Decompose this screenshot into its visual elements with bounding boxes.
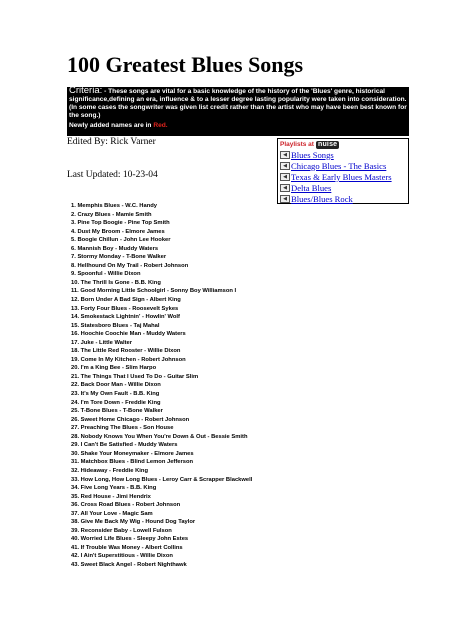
playlist-item[interactable] — [280, 182, 406, 193]
playlist-link[interactable]: Chicago Blues - The Basics — [291, 160, 387, 171]
new-names-note — [69, 122, 407, 130]
song-list-item: 6. Mannish Boy - Muddy Waters — [71, 245, 159, 252]
nuise-logo[interactable]: nuise — [317, 140, 338, 148]
edited-by: Edited By: Rick Varner — [67, 137, 156, 147]
playlist-item[interactable] — [280, 149, 406, 160]
song-list-item: 12. Born Under A Bad Sign - Albert King — [71, 297, 181, 304]
song-list-item: 38. Give Me Back My Wig - Hound Dog Taylor — [71, 519, 196, 526]
criteria-box — [67, 87, 409, 136]
playlist-list — [280, 149, 406, 204]
song-list-item: 24. I'm Tore Down - Freddie King — [71, 399, 161, 406]
playlists-box — [277, 138, 409, 204]
playlist-link[interactable]: Delta Blues — [291, 182, 332, 193]
song-list-item: 28. Nobody Knows You When You're Down & Out - Bessie Smith — [71, 433, 248, 440]
song-list-item: 34. Five Long Years - B.B. King — [71, 485, 157, 492]
song-list-item: 37. All Your Love - Magic Sam — [71, 510, 153, 517]
song-list-item: 4. Dust My Broom - Elmore James — [71, 228, 165, 235]
song-list-item: 10. The Thrill Is Gone - B.B. King — [71, 279, 161, 286]
song-list-item: 42. I Ain't Superstitious - Willie Dixon — [71, 553, 173, 560]
last-updated: Last Updated: 10-23-04 — [67, 170, 158, 180]
speaker-icon[interactable]: ◀ — [280, 195, 290, 203]
song-list-item: 13. Forty Four Blues - Roosevelt Sykes — [71, 305, 179, 312]
song-list-item: 8. Hellhound On My Trail - Robert Johnson — [71, 262, 189, 269]
song-list-item: 33. How Long, How Long Blues - Leroy Carr & Scrapper Blackwell — [71, 476, 253, 483]
playlist-item[interactable] — [280, 171, 406, 182]
song-list-item: 11. Good Morning Little Schoolgirl - Sonny Boy Williamson I — [71, 288, 237, 295]
song-list-item: 30. Shake Your Moneymaker - Elmore James — [71, 450, 194, 457]
song-list-item: 39. Reconsider Baby - Lowell Fulson — [71, 527, 172, 534]
speaker-icon[interactable]: ◀ — [280, 151, 290, 159]
song-list-item: 19. Come In My Kitchen - Robert Johnson — [71, 356, 186, 363]
criteria-label: Criteria: — [69, 87, 103, 96]
song-list-item: 43. Sweet Black Angel - Robert Nighthawk — [71, 561, 187, 568]
song-list-item: 27. Preaching The Blues - Son House — [71, 425, 174, 432]
playlist-item[interactable] — [280, 160, 406, 171]
new-names-prefix: Newly added names are in — [69, 122, 152, 129]
song-list-item: 21. The Things That I Used To Do - Guitar Slim — [71, 373, 199, 380]
song-list — [71, 202, 252, 570]
song-list-item: 9. Spoonful - Willie Dixon — [71, 271, 141, 278]
song-list-item: 26. Sweet Home Chicago - Robert Johnson — [71, 416, 190, 423]
song-list-item: 17. Juke - Little Walter — [71, 339, 132, 346]
song-list-item: 3. Pine Top Boogie - Pine Top Smith — [71, 220, 170, 227]
song-list-item: 14. Smokestack Lightnin' - Howlin' Wolf — [71, 314, 180, 321]
song-list-item: 1. Memphis Blues - W.C. Handy — [71, 203, 158, 209]
song-list-item: 25. T-Bone Blues - T-Bone Walker — [71, 408, 163, 415]
song-list-item: 18. The Little Red Rooster - Willie Dixon — [71, 348, 181, 355]
song-list-item: 29. I Can't Be Satisfied - Muddy Waters — [71, 442, 178, 449]
song-list-item: 16. Hoochie Coochie Man - Muddy Waters — [71, 331, 186, 338]
song-list-item: 7. Stormy Monday - T-Bone Walker — [71, 254, 167, 261]
speaker-icon[interactable]: ◀ — [280, 184, 290, 192]
page-title: 100 Greatest Blues Songs — [67, 52, 304, 77]
song-list-item: 40. Worried Life Blues - Sleepy John Estes — [71, 536, 189, 543]
playlist-link[interactable]: Blues Songs — [291, 149, 334, 160]
new-names-red: Red. — [153, 122, 168, 129]
song-list-item: 2. Crazy Blues - Mamie Smith — [71, 211, 152, 218]
song-list-item: 32. Hideaway - Freddie King — [71, 467, 148, 474]
playlist-link[interactable]: Blues/Blues Rock — [291, 193, 353, 204]
playlists-header-text: Playlists at — [280, 141, 314, 148]
song-list-item: 35. Red House - Jimi Hendrix — [71, 493, 151, 500]
speaker-icon[interactable]: ◀ — [280, 162, 290, 170]
song-list-item: 23. It's My Own Fault - B.B. King — [71, 391, 160, 398]
song-list-item: 15. Statesboro Blues - Taj Mahal — [71, 322, 160, 329]
playlist-item[interactable] — [280, 193, 406, 204]
criteria-text: - These songs are vital for a basic knowledge of the history of the 'Blues' genre, historical significance,defining an era, influence & to a lesser degree lasting popularity were taken into consideration. (In some cases the songwriter was given list credit rather than the artist who may have been best known for the song.) — [69, 88, 407, 119]
song-list-item: 22. Back Door Man - Willie Dixon — [71, 382, 161, 389]
song-list-item: 20. I'm a King Bee - Slim Harpo — [71, 365, 157, 372]
playlists-header — [280, 140, 406, 149]
speaker-icon[interactable]: ◀ — [280, 173, 290, 181]
playlist-link[interactable]: Texas & Early Blues Masters — [291, 171, 392, 182]
song-list-item: 31. Matchbox Blues - Blind Lemon Jefferson — [71, 459, 194, 466]
song-list-item: 36. Cross Road Blues - Robert Johnson — [71, 502, 181, 509]
song-list-item: 5. Boogie Chillun - John Lee Hooker — [71, 237, 171, 244]
song-list-item: 41. If Trouble Was Money - Albert Collins — [71, 544, 183, 551]
